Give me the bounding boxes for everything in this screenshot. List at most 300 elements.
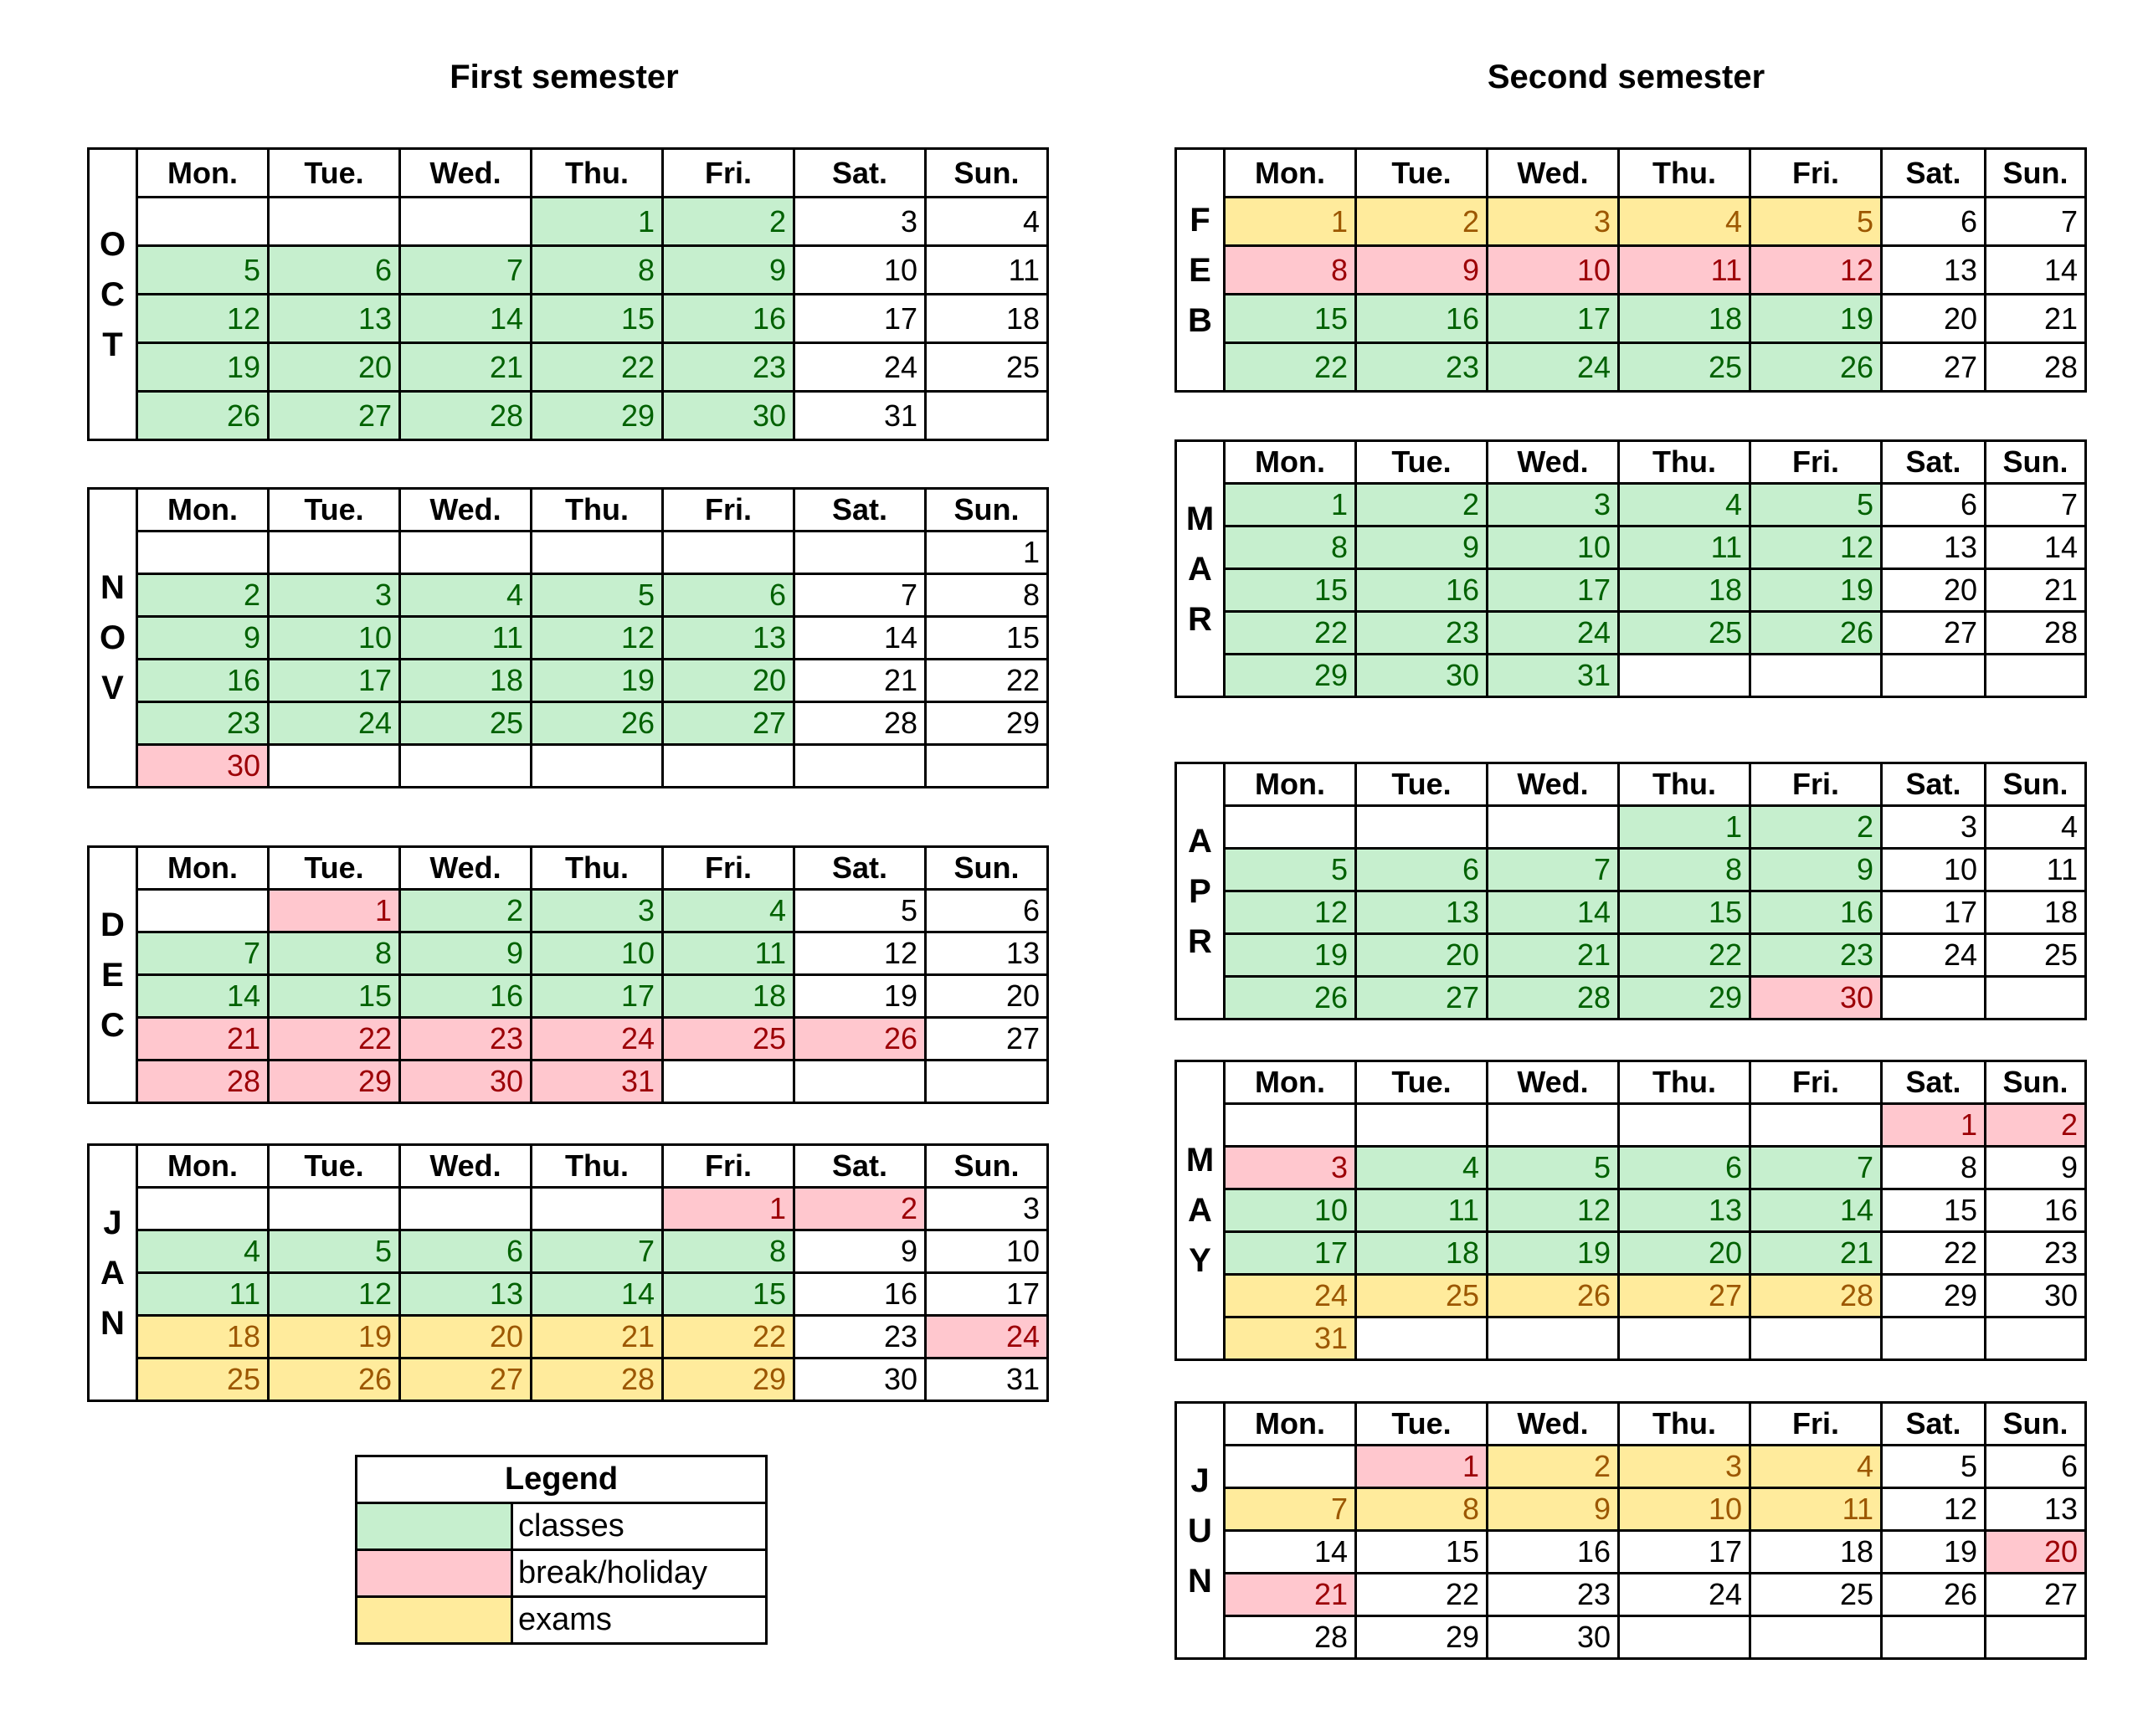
day-cell: 24 bbox=[1882, 934, 1986, 977]
weekday-header: Tue. bbox=[269, 847, 400, 890]
day-cell: 24 bbox=[1225, 1275, 1356, 1317]
day-cell: 24 bbox=[1619, 1574, 1750, 1616]
day-cell: 9 bbox=[137, 617, 269, 660]
weekday-header: Sun. bbox=[1986, 1403, 2086, 1446]
day-cell: 7 bbox=[1986, 484, 2086, 526]
day-cell: 22 bbox=[926, 660, 1048, 702]
day-cell: 21 bbox=[794, 660, 926, 702]
day-cell: 31 bbox=[532, 1061, 663, 1103]
day-cell: 14 bbox=[532, 1273, 663, 1316]
day-cell: 5 bbox=[1750, 484, 1882, 526]
week-row bbox=[1176, 612, 2086, 655]
weekday-header: Mon. bbox=[1225, 1403, 1356, 1446]
day-cell: 12 bbox=[1750, 246, 1882, 295]
day-cell: 12 bbox=[1750, 526, 1882, 569]
weekday-header: Mon. bbox=[1225, 763, 1356, 806]
day-cell: 24 bbox=[532, 1018, 663, 1061]
day-cell: 4 bbox=[663, 890, 794, 932]
weekday-header: Sun. bbox=[926, 489, 1048, 532]
day-cell: 8 bbox=[1619, 849, 1750, 891]
day-cell: 15 bbox=[1225, 569, 1356, 612]
week-row bbox=[1176, 1531, 2086, 1574]
day-cell: 19 bbox=[137, 343, 269, 392]
weekday-header: Thu. bbox=[1619, 441, 1750, 484]
empty-day-cell bbox=[269, 745, 400, 788]
legend-label-exams: exams bbox=[512, 1597, 767, 1644]
legend-swatch-break bbox=[357, 1550, 512, 1597]
day-cell: 11 bbox=[663, 932, 794, 975]
weekday-header: Sat. bbox=[1882, 1061, 1986, 1104]
day-cell: 21 bbox=[532, 1316, 663, 1358]
week-row bbox=[1176, 1104, 2086, 1147]
weekday-header: Sat. bbox=[1882, 763, 1986, 806]
weekday-header: Sun. bbox=[1986, 763, 2086, 806]
weekday-header: Sun. bbox=[926, 149, 1048, 198]
day-cell: 11 bbox=[1986, 849, 2086, 891]
week-row bbox=[89, 1316, 1048, 1358]
day-cell: 12 bbox=[269, 1273, 400, 1316]
day-cell: 27 bbox=[1986, 1574, 2086, 1616]
empty-day-cell bbox=[1619, 1317, 1750, 1360]
day-cell: 15 bbox=[269, 975, 400, 1018]
day-cell: 10 bbox=[1488, 246, 1619, 295]
week-row bbox=[1176, 1189, 2086, 1232]
day-cell: 18 bbox=[1356, 1232, 1488, 1275]
day-cell: 23 bbox=[1986, 1232, 2086, 1275]
day-cell: 19 bbox=[1750, 569, 1882, 612]
day-cell: 23 bbox=[1356, 612, 1488, 655]
weekday-header: Sat. bbox=[794, 149, 926, 198]
day-cell: 22 bbox=[1882, 1232, 1986, 1275]
weekday-header: Fri. bbox=[1750, 1061, 1882, 1104]
day-cell: 7 bbox=[1750, 1147, 1882, 1189]
month-label-may: M A Y bbox=[1176, 1061, 1225, 1360]
empty-day-cell bbox=[137, 1188, 269, 1230]
day-cell: 3 bbox=[794, 198, 926, 246]
weekday-header: Mon. bbox=[137, 847, 269, 890]
day-cell: 26 bbox=[1488, 1275, 1619, 1317]
day-cell: 2 bbox=[663, 198, 794, 246]
day-cell: 30 bbox=[1488, 1616, 1619, 1659]
month-calendar-nov bbox=[87, 487, 1049, 788]
day-cell: 22 bbox=[532, 343, 663, 392]
month-label-jan: J A N bbox=[89, 1145, 137, 1401]
empty-day-cell bbox=[1225, 1104, 1356, 1147]
empty-day-cell bbox=[926, 392, 1048, 440]
week-row bbox=[89, 702, 1048, 745]
day-cell: 28 bbox=[1986, 343, 2086, 392]
day-cell: 26 bbox=[1882, 1574, 1986, 1616]
day-cell: 9 bbox=[794, 1230, 926, 1273]
weekday-header: Fri. bbox=[1750, 1403, 1882, 1446]
day-cell: 4 bbox=[1986, 806, 2086, 849]
day-cell: 14 bbox=[794, 617, 926, 660]
month-label-mar: M A R bbox=[1176, 441, 1225, 697]
day-cell: 22 bbox=[663, 1316, 794, 1358]
week-row bbox=[89, 295, 1048, 343]
weekday-header: Sun. bbox=[926, 847, 1048, 890]
day-cell: 15 bbox=[1882, 1189, 1986, 1232]
weekday-header: Sun. bbox=[926, 1145, 1048, 1188]
day-cell: 22 bbox=[1225, 612, 1356, 655]
weekday-header: Wed. bbox=[400, 847, 532, 890]
empty-day-cell bbox=[532, 1188, 663, 1230]
day-cell: 19 bbox=[269, 1316, 400, 1358]
day-cell: 19 bbox=[1488, 1232, 1619, 1275]
day-cell: 28 bbox=[1986, 612, 2086, 655]
empty-day-cell bbox=[1356, 806, 1488, 849]
day-cell: 29 bbox=[269, 1061, 400, 1103]
day-cell: 6 bbox=[1882, 198, 1986, 246]
week-row bbox=[89, 1018, 1048, 1061]
empty-day-cell bbox=[1750, 1317, 1882, 1360]
week-row bbox=[1176, 569, 2086, 612]
day-cell: 18 bbox=[1750, 1531, 1882, 1574]
empty-day-cell bbox=[1619, 1616, 1750, 1659]
day-cell: 15 bbox=[1619, 891, 1750, 934]
day-cell: 9 bbox=[663, 246, 794, 295]
day-cell: 28 bbox=[794, 702, 926, 745]
day-cell: 25 bbox=[137, 1358, 269, 1401]
day-cell: 13 bbox=[1356, 891, 1488, 934]
month-label-apr: A P R bbox=[1176, 763, 1225, 1020]
month-calendar-oct bbox=[87, 147, 1049, 441]
empty-day-cell bbox=[1619, 1104, 1750, 1147]
day-cell: 2 bbox=[400, 890, 532, 932]
weekday-header: Mon. bbox=[1225, 441, 1356, 484]
day-cell: 12 bbox=[1882, 1488, 1986, 1531]
day-cell: 13 bbox=[1882, 246, 1986, 295]
day-cell: 6 bbox=[1619, 1147, 1750, 1189]
month-calendar-dec bbox=[87, 845, 1049, 1104]
weekday-header: Wed. bbox=[1488, 763, 1619, 806]
day-cell: 16 bbox=[1750, 891, 1882, 934]
day-cell: 7 bbox=[532, 1230, 663, 1273]
week-row bbox=[89, 660, 1048, 702]
day-cell: 1 bbox=[926, 532, 1048, 574]
day-cell: 4 bbox=[137, 1230, 269, 1273]
day-cell: 17 bbox=[532, 975, 663, 1018]
day-cell: 29 bbox=[532, 392, 663, 440]
day-cell: 1 bbox=[269, 890, 400, 932]
week-row bbox=[89, 343, 1048, 392]
week-row bbox=[89, 617, 1048, 660]
day-cell: 2 bbox=[1750, 806, 1882, 849]
weekday-header: Sun. bbox=[1986, 149, 2086, 198]
day-cell: 2 bbox=[137, 574, 269, 617]
day-cell: 24 bbox=[1488, 343, 1619, 392]
day-cell: 16 bbox=[137, 660, 269, 702]
empty-day-cell bbox=[269, 198, 400, 246]
empty-day-cell bbox=[1356, 1104, 1488, 1147]
day-cell: 28 bbox=[137, 1061, 269, 1103]
day-cell: 25 bbox=[1619, 343, 1750, 392]
empty-day-cell bbox=[794, 745, 926, 788]
weekday-header: Sat. bbox=[1882, 441, 1986, 484]
week-row bbox=[89, 574, 1048, 617]
day-cell: 5 bbox=[1882, 1446, 1986, 1488]
day-cell: 28 bbox=[1750, 1275, 1882, 1317]
weekday-header: Thu. bbox=[532, 1145, 663, 1188]
day-cell: 28 bbox=[532, 1358, 663, 1401]
week-row bbox=[89, 890, 1048, 932]
week-row bbox=[1176, 891, 2086, 934]
day-cell: 21 bbox=[400, 343, 532, 392]
day-cell: 30 bbox=[663, 392, 794, 440]
week-row bbox=[1176, 1317, 2086, 1360]
day-cell: 14 bbox=[1225, 1531, 1356, 1574]
month-calendar-jun bbox=[1174, 1401, 2087, 1660]
day-cell: 20 bbox=[1619, 1232, 1750, 1275]
weekday-header: Mon. bbox=[137, 489, 269, 532]
day-cell: 13 bbox=[926, 932, 1048, 975]
day-cell: 3 bbox=[926, 1188, 1048, 1230]
weekday-header: Mon. bbox=[1225, 149, 1356, 198]
week-row bbox=[89, 198, 1048, 246]
day-cell: 10 bbox=[1488, 526, 1619, 569]
day-cell: 11 bbox=[1619, 246, 1750, 295]
week-row bbox=[1176, 1574, 2086, 1616]
week-row bbox=[89, 1273, 1048, 1316]
day-cell: 26 bbox=[269, 1358, 400, 1401]
day-cell: 13 bbox=[400, 1273, 532, 1316]
empty-day-cell bbox=[926, 745, 1048, 788]
day-cell: 26 bbox=[1750, 343, 1882, 392]
weekday-header: Sat. bbox=[1882, 149, 1986, 198]
week-row bbox=[1176, 934, 2086, 977]
weekday-header: Fri. bbox=[1750, 441, 1882, 484]
day-cell: 29 bbox=[1619, 977, 1750, 1020]
empty-day-cell bbox=[663, 1061, 794, 1103]
day-cell: 5 bbox=[794, 890, 926, 932]
empty-day-cell bbox=[1488, 1317, 1619, 1360]
day-cell: 11 bbox=[1619, 526, 1750, 569]
day-cell: 28 bbox=[1225, 1616, 1356, 1659]
day-cell: 3 bbox=[1619, 1446, 1750, 1488]
day-cell: 16 bbox=[400, 975, 532, 1018]
day-cell: 13 bbox=[1986, 1488, 2086, 1531]
day-cell: 22 bbox=[269, 1018, 400, 1061]
empty-day-cell bbox=[1986, 1317, 2086, 1360]
week-row bbox=[1176, 246, 2086, 295]
weekday-header: Wed. bbox=[1488, 149, 1619, 198]
weekday-header: Tue. bbox=[269, 489, 400, 532]
day-cell: 17 bbox=[1619, 1531, 1750, 1574]
day-cell: 12 bbox=[1225, 891, 1356, 934]
day-cell: 3 bbox=[1225, 1147, 1356, 1189]
day-cell: 14 bbox=[1750, 1189, 1882, 1232]
week-row bbox=[89, 975, 1048, 1018]
empty-day-cell bbox=[1986, 655, 2086, 697]
day-cell: 5 bbox=[1488, 1147, 1619, 1189]
empty-day-cell bbox=[1986, 1616, 2086, 1659]
empty-day-cell bbox=[532, 745, 663, 788]
empty-day-cell bbox=[137, 890, 269, 932]
week-row bbox=[1176, 526, 2086, 569]
empty-day-cell bbox=[1225, 1446, 1356, 1488]
day-cell: 8 bbox=[1225, 246, 1356, 295]
day-cell: 25 bbox=[663, 1018, 794, 1061]
day-cell: 27 bbox=[1619, 1275, 1750, 1317]
day-cell: 17 bbox=[1488, 569, 1619, 612]
day-cell: 21 bbox=[1225, 1574, 1356, 1616]
weekday-header: Mon. bbox=[137, 1145, 269, 1188]
day-cell: 18 bbox=[1986, 891, 2086, 934]
weekday-header: Sat. bbox=[794, 1145, 926, 1188]
day-cell: 19 bbox=[1750, 295, 1882, 343]
empty-day-cell bbox=[532, 532, 663, 574]
day-cell: 15 bbox=[663, 1273, 794, 1316]
day-cell: 9 bbox=[1986, 1147, 2086, 1189]
month-calendar-apr bbox=[1174, 762, 2087, 1020]
day-cell: 25 bbox=[1356, 1275, 1488, 1317]
weekday-header: Tue. bbox=[1356, 441, 1488, 484]
weekday-header: Wed. bbox=[1488, 441, 1619, 484]
day-cell: 23 bbox=[137, 702, 269, 745]
weekday-header: Fri. bbox=[663, 1145, 794, 1188]
legend-swatch-exams bbox=[357, 1597, 512, 1644]
day-cell: 27 bbox=[1882, 343, 1986, 392]
day-cell: 20 bbox=[1356, 934, 1488, 977]
day-cell: 7 bbox=[400, 246, 532, 295]
empty-day-cell bbox=[137, 532, 269, 574]
empty-day-cell bbox=[1488, 806, 1619, 849]
day-cell: 12 bbox=[532, 617, 663, 660]
day-cell: 16 bbox=[794, 1273, 926, 1316]
day-cell: 26 bbox=[794, 1018, 926, 1061]
week-row bbox=[89, 1230, 1048, 1273]
day-cell: 8 bbox=[926, 574, 1048, 617]
week-row bbox=[1176, 849, 2086, 891]
weekday-header: Wed. bbox=[1488, 1403, 1619, 1446]
day-cell: 3 bbox=[269, 574, 400, 617]
weekday-header: Wed. bbox=[400, 1145, 532, 1188]
day-cell: 5 bbox=[1750, 198, 1882, 246]
day-cell: 27 bbox=[1356, 977, 1488, 1020]
day-cell: 2 bbox=[1356, 198, 1488, 246]
weekday-header: Thu. bbox=[1619, 763, 1750, 806]
day-cell: 11 bbox=[137, 1273, 269, 1316]
legend-swatch-classes bbox=[357, 1503, 512, 1550]
week-row bbox=[89, 246, 1048, 295]
week-row bbox=[89, 745, 1048, 788]
weekday-header: Sun. bbox=[1986, 1061, 2086, 1104]
weekday-header: Thu. bbox=[532, 489, 663, 532]
day-cell: 1 bbox=[1882, 1104, 1986, 1147]
weekday-header: Mon. bbox=[1225, 1061, 1356, 1104]
day-cell: 23 bbox=[400, 1018, 532, 1061]
day-cell: 24 bbox=[926, 1316, 1048, 1358]
weekday-header: Tue. bbox=[1356, 1403, 1488, 1446]
empty-day-cell bbox=[794, 1061, 926, 1103]
day-cell: 2 bbox=[1986, 1104, 2086, 1147]
day-cell: 21 bbox=[137, 1018, 269, 1061]
day-cell: 26 bbox=[532, 702, 663, 745]
day-cell: 13 bbox=[1882, 526, 1986, 569]
day-cell: 1 bbox=[1225, 198, 1356, 246]
month-label-nov: N O V bbox=[89, 489, 137, 788]
day-cell: 4 bbox=[1619, 484, 1750, 526]
week-row bbox=[1176, 977, 2086, 1020]
weekday-header: Sat. bbox=[794, 489, 926, 532]
week-row bbox=[89, 1061, 1048, 1103]
day-cell: 30 bbox=[1986, 1275, 2086, 1317]
day-cell: 30 bbox=[794, 1358, 926, 1401]
empty-day-cell bbox=[663, 532, 794, 574]
day-cell: 27 bbox=[663, 702, 794, 745]
day-cell: 3 bbox=[1488, 484, 1619, 526]
day-cell: 17 bbox=[1488, 295, 1619, 343]
week-row bbox=[1176, 1232, 2086, 1275]
day-cell: 26 bbox=[1225, 977, 1356, 1020]
day-cell: 6 bbox=[926, 890, 1048, 932]
day-cell: 9 bbox=[1488, 1488, 1619, 1531]
weekday-header: Tue. bbox=[1356, 763, 1488, 806]
legend-label-classes: classes bbox=[512, 1503, 767, 1550]
weekday-header: Thu. bbox=[1619, 149, 1750, 198]
day-cell: 29 bbox=[663, 1358, 794, 1401]
day-cell: 14 bbox=[1488, 891, 1619, 934]
week-row bbox=[1176, 1147, 2086, 1189]
day-cell: 9 bbox=[400, 932, 532, 975]
weekday-header: Tue. bbox=[269, 1145, 400, 1188]
day-cell: 8 bbox=[663, 1230, 794, 1273]
empty-day-cell bbox=[400, 1188, 532, 1230]
weekday-header: Fri. bbox=[1750, 149, 1882, 198]
day-cell: 29 bbox=[1356, 1616, 1488, 1659]
day-cell: 11 bbox=[1750, 1488, 1882, 1531]
empty-day-cell bbox=[1882, 977, 1986, 1020]
empty-day-cell bbox=[794, 532, 926, 574]
weekday-header: Wed. bbox=[400, 489, 532, 532]
empty-day-cell bbox=[400, 745, 532, 788]
weekday-header: Fri. bbox=[663, 149, 794, 198]
legend-title: Legend bbox=[357, 1456, 767, 1503]
week-row bbox=[1176, 295, 2086, 343]
day-cell: 23 bbox=[794, 1316, 926, 1358]
empty-day-cell bbox=[1882, 1317, 1986, 1360]
day-cell: 20 bbox=[926, 975, 1048, 1018]
month-calendar-may bbox=[1174, 1060, 2087, 1361]
day-cell: 8 bbox=[1882, 1147, 1986, 1189]
day-cell: 8 bbox=[532, 246, 663, 295]
day-cell: 26 bbox=[137, 392, 269, 440]
day-cell: 17 bbox=[926, 1273, 1048, 1316]
month-label-feb: F E B bbox=[1176, 149, 1225, 392]
day-cell: 2 bbox=[794, 1188, 926, 1230]
day-cell: 30 bbox=[1750, 977, 1882, 1020]
day-cell: 25 bbox=[1986, 934, 2086, 977]
empty-day-cell bbox=[1225, 806, 1356, 849]
day-cell: 28 bbox=[400, 392, 532, 440]
day-cell: 20 bbox=[663, 660, 794, 702]
day-cell: 25 bbox=[1750, 1574, 1882, 1616]
week-row bbox=[89, 1188, 1048, 1230]
day-cell: 7 bbox=[137, 932, 269, 975]
day-cell: 18 bbox=[1619, 569, 1750, 612]
day-cell: 20 bbox=[1882, 295, 1986, 343]
day-cell: 6 bbox=[269, 246, 400, 295]
day-cell: 31 bbox=[1225, 1317, 1356, 1360]
day-cell: 27 bbox=[400, 1358, 532, 1401]
day-cell: 24 bbox=[1488, 612, 1619, 655]
day-cell: 4 bbox=[1356, 1147, 1488, 1189]
week-row bbox=[1176, 806, 2086, 849]
day-cell: 14 bbox=[1986, 246, 2086, 295]
weekday-header: Mon. bbox=[137, 149, 269, 198]
day-cell: 18 bbox=[663, 975, 794, 1018]
month-label-oct: O C T bbox=[89, 149, 137, 440]
